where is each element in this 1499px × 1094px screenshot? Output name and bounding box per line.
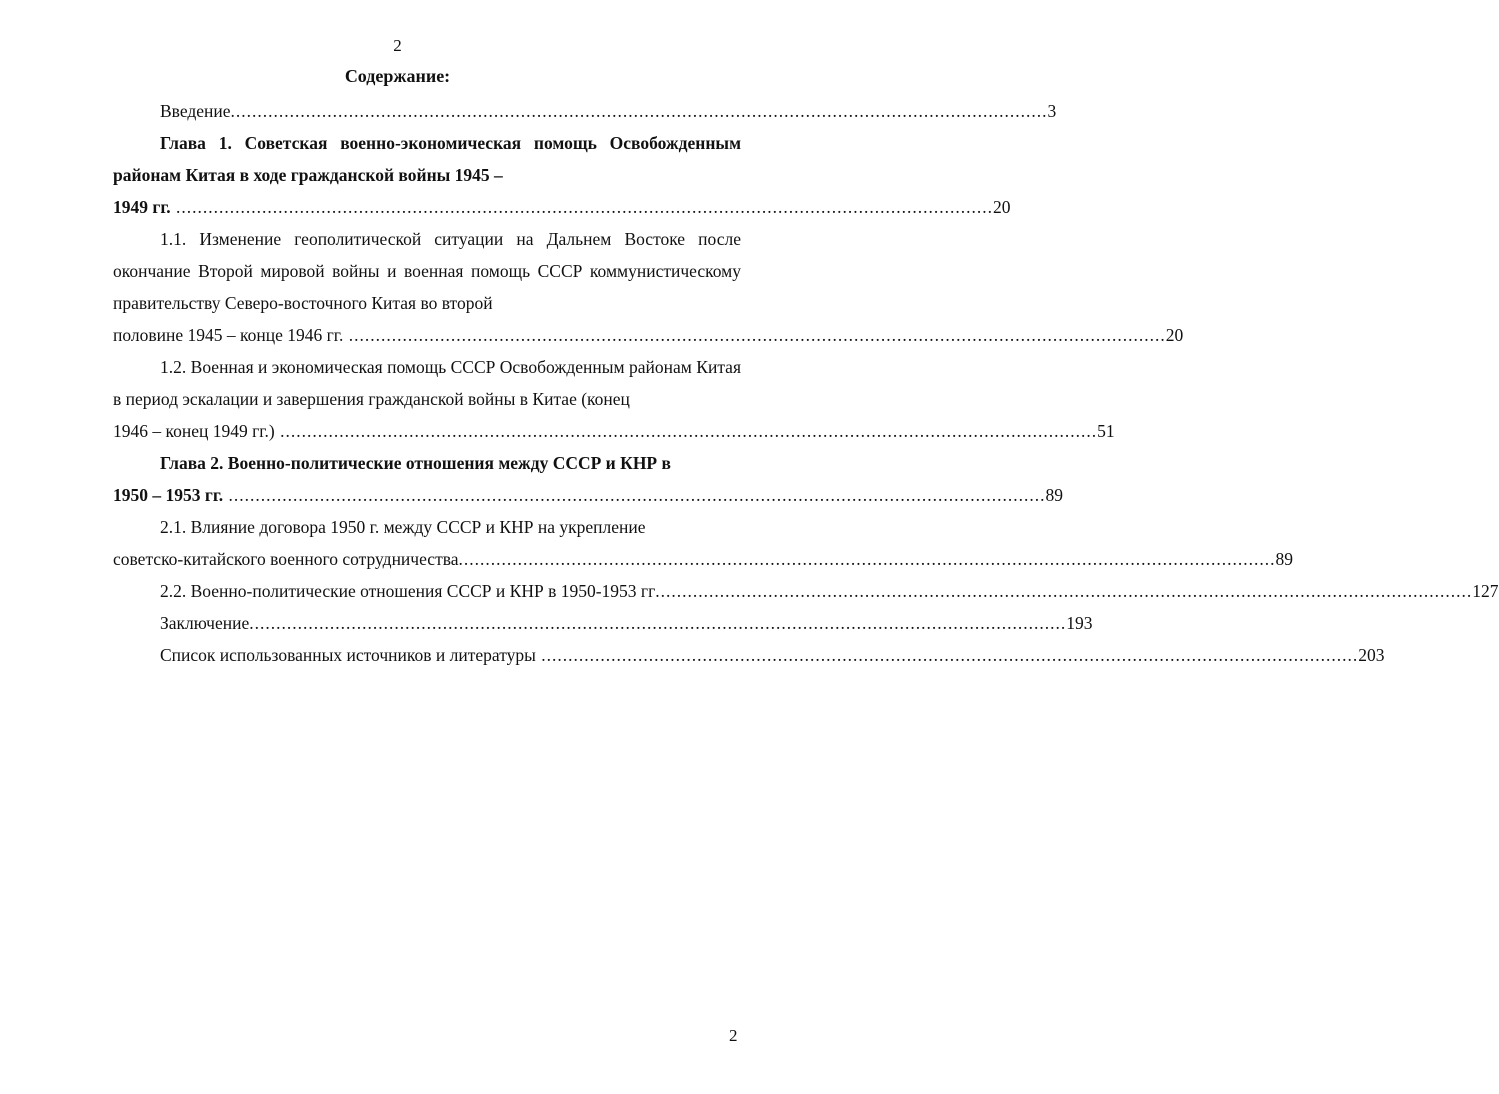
toc-title: Содержание: — [344, 66, 451, 86]
toc-entry-section-1-2[interactable] — [113, 351, 1115, 447]
toc-entry-title: 2.1. Влияние договора 1950 г. между СССР и КНР на укрепление — [160, 517, 646, 537]
toc-entry-last-line — [113, 191, 1011, 223]
toc-entry-last-line — [113, 543, 1294, 575]
toc-entry-section-1-1[interactable] — [113, 223, 1184, 351]
toc-entry-page: 89 — [1275, 549, 1294, 569]
toc-entry-chapter-1[interactable] — [113, 127, 1011, 223]
dot-leader: ........................................................................................................................................................ — [249, 613, 1067, 633]
toc-entry-title: Заключение — [160, 613, 250, 633]
toc-entry-last-line — [113, 479, 1064, 511]
dot-leader: ........................................................................................................................................................ — [170, 197, 994, 217]
dot-leader: ........................................................................................................................................................ — [458, 549, 1276, 569]
toc-entry-title-end: 1949 гг. — [113, 197, 171, 217]
toc-entry-intro[interactable] — [113, 95, 1057, 127]
toc-entry-chapter-2[interactable] — [113, 447, 1064, 511]
toc-entry-section-2-2[interactable] — [113, 575, 1499, 607]
toc-entry-page: 203 — [1358, 645, 1385, 665]
toc-entry-page: 3 — [1047, 101, 1057, 121]
toc-entry-title-end: 1950 – 1953 гг. — [113, 485, 224, 505]
toc-entry-page: 193 — [1066, 613, 1093, 633]
toc-entry-title-end: 1946 – конец 1949 гг.) — [113, 421, 275, 441]
toc-entry-title: Список использованных источников и литературы — [160, 645, 536, 665]
toc-entry-title: Глава 1. Советская военно-экономическая помощь Освобожденным районам Китая в ходе гражданской войны 1945 – — [113, 133, 741, 185]
toc-entry-page: 89 — [1045, 485, 1064, 505]
toc-entry-title: 1.1. Изменение геополитической ситуации на Дальнем Востоке после окончание Второй мировой войны и военная помощь СССР коммунистическому правительству Северо-восточного Китая во второй — [113, 229, 741, 313]
toc-entry-page: 51 — [1097, 421, 1115, 441]
dot-leader: ........................................................................................................................................................ — [223, 485, 1046, 505]
dot-leader: ........................................................................................................................................................ — [655, 581, 1473, 601]
toc-entry-title-end: половине 1945 – конце 1946 гг. — [113, 325, 344, 345]
toc-entry-page: 20 — [993, 197, 1011, 217]
dot-leader: ........................................................................................................................................................ — [535, 645, 1359, 665]
toc-entry-sources[interactable] — [113, 639, 1385, 671]
toc-entry-page: 20 — [1165, 325, 1184, 345]
toc-entry-section-2-1[interactable] — [113, 511, 1294, 575]
toc-entry-title: 2.2. Военно-политические отношения СССР и КНР в 1950-1953 гг — [160, 581, 656, 601]
toc-entry-page: 127 — [1472, 581, 1499, 601]
page-number-top: 2 — [393, 36, 402, 55]
toc-entry-title: Глава 2. Военно-политические отношения между СССР и КНР в — [160, 453, 671, 473]
toc-entry-last-line — [113, 415, 1115, 447]
page-number-bottom: 2 — [729, 1026, 738, 1045]
toc-entry-last-line — [113, 319, 1184, 351]
dot-leader: ........................................................................................................................................................ — [274, 421, 1098, 441]
toc-entry-title-end: советско-китайского военного сотрудничества — [113, 549, 459, 569]
toc-entry-title: Введение — [160, 101, 231, 121]
table-of-contents — [113, 95, 1499, 671]
dot-leader: ........................................................................................................................................................ — [230, 101, 1048, 121]
dot-leader: ........................................................................................................................................................ — [343, 325, 1166, 345]
toc-entry-conclusion[interactable] — [113, 607, 1093, 639]
toc-entry-title: 1.2. Военная и экономическая помощь СССР Освобожденным районам Китая в период эскалации и завершения гражданской войны в Китае (конец — [113, 357, 741, 409]
